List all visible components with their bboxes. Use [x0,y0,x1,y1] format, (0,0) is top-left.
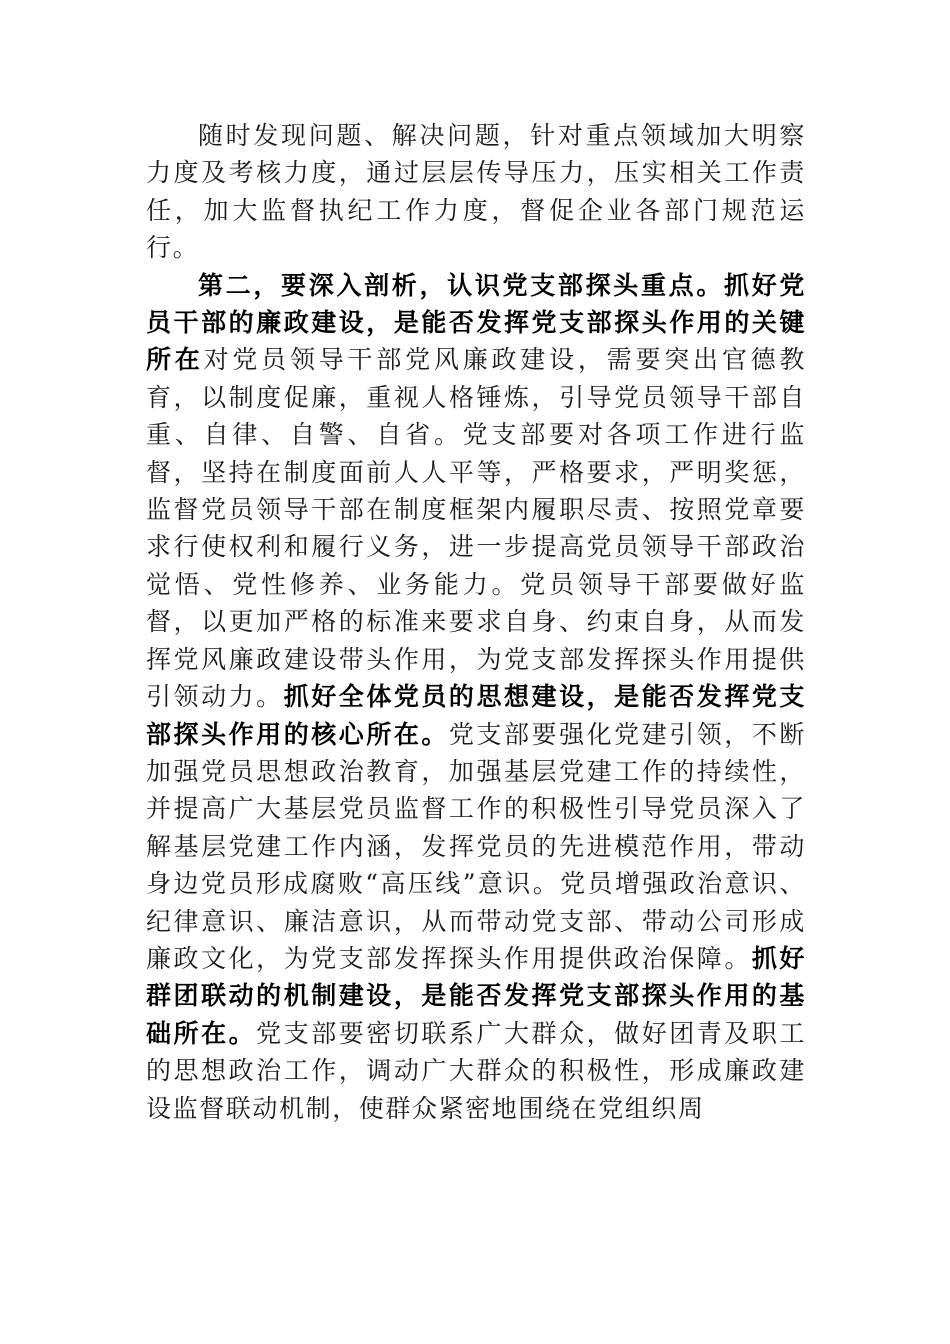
paragraph-2-text-b: 党支部要强化党建引领，不断加强党员思想政治教育，加强基层党建工作的持续性，并提高广大基层党员监督工作的积极性引导党员深入了解基层党建工作内涵，发挥党员的先进模范作用，带动身边党员形成腐败“高压线”意识。党员增强政治意识、纪律意识、廉洁意识，从而带动党支部、带动公司形成廉政文化，为党支部发挥探头作用提供政治保障。 [146,719,806,973]
paragraph-2 [146,267,806,1127]
bold-mass-linkage: 抓好群团联动的机制建设，是能否发挥党支部探头作用的基础所在。 [146,943,806,1048]
paragraph-2-text-c: 党支部要密切联系广大群众，做好团青及职工的思想政治工作，调动广大群众的积极性，形成廉政建设监督联动机制，使群众紧密地围绕在党组织周 [146,1018,806,1123]
bold-ideological-building: 抓好全体党员的思想建设，是能否发挥党支部探头作用的核心所在。 [146,682,806,749]
paragraph-1-text: 随时发现问题、解决问题，针对重点领域加大明察力度及考核力度，通过层层传导压力，压实相关工作责任，加大监督执纪工作力度，督促企业各部门规范运行。 [146,121,806,263]
heading-second-point: 第二，要深入剖析，认识党支部探头重点。抓好党员干部的廉政建设，是能否发挥党支部探头作用的关键所在 [146,270,806,375]
paragraph-1 [146,117,806,267]
body-text [146,117,806,1127]
paragraph-2-text-a: 对党员领导干部党风廉政建设，需要突出官德教育，以制度促廉，重视人格锤炼，引导党员领导干部自重、自律、自警、自省。党支部要对各项工作进行监督，坚持在制度面前人人平等，严格要求，严明奖惩，监督党员领导干部在制度框架内履职尽责、按照党章要求行使权利和履行义务，进一步提高党员领导干部政治觉悟、党性修养、业务能力。党员领导干部要做好监督，以更加严格的标准来要求自身、约束自身，从而发挥党风廉政建设带头作用，为党支部发挥探头作用提供引领动力。 [146,345,807,712]
